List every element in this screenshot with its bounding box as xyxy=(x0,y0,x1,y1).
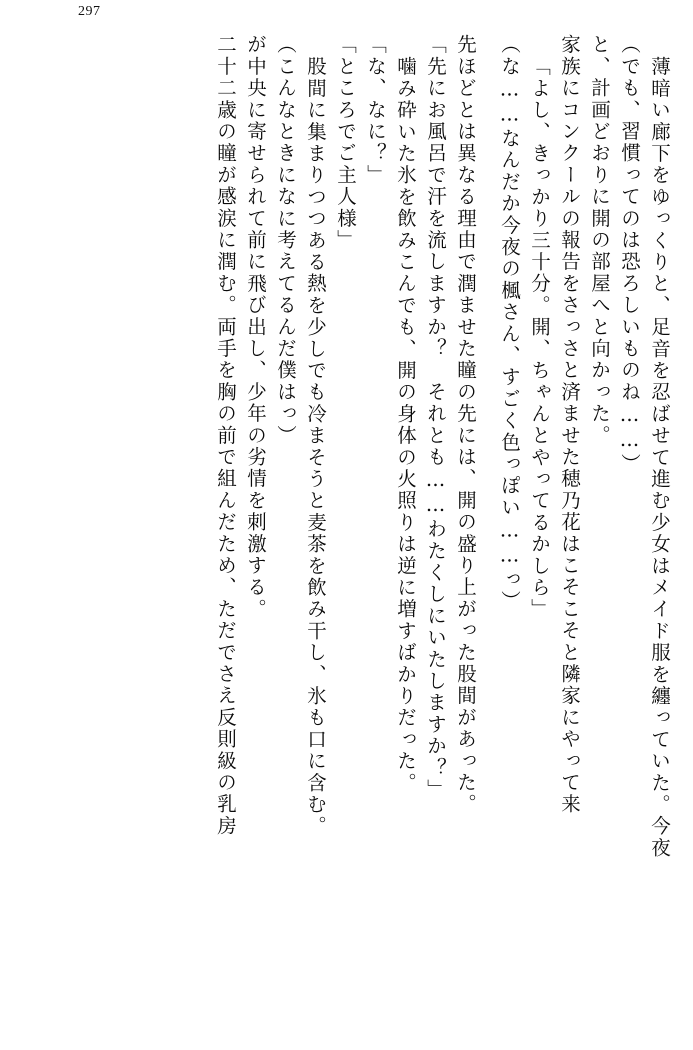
text-line: が中央に寄せられて前に飛び出し、少年の劣情を刺激する。 xyxy=(244,34,267,620)
text-line: 「先にお風呂で汗を流しますか？ それとも……わたくしにいたしますか？」 xyxy=(424,34,447,801)
text-line: と、計画どおりに開の部屋へと向かった。 xyxy=(588,34,611,447)
text-line: 股間に集まりつつある熱を少しでも冷まそうと麦茶を飲み干し、氷も口に含む。 xyxy=(304,56,327,838)
page-number: 297 xyxy=(78,4,101,19)
text-line: （でも、習慣ってのは恐ろしいものね……） xyxy=(618,34,641,475)
text-line: 家族にコンクールの報告をさっさと済ませた穂乃花はこそこそと隣家にやって来 xyxy=(558,34,581,816)
text-line: 二十二歳の瞳が感涙に潤む。両手を胸の前で組んだため、ただでさえ反則級の乳房 xyxy=(214,34,237,837)
text-line: 「ところでご主人様」 xyxy=(334,34,357,251)
text-line: 薄暗い廊下をゆっくりと、足音を忍ばせて進む少女はメイド服を纏っていた。今夜 xyxy=(648,56,671,859)
text-line: 噛み砕いた氷を飲みこんでも、開の身体の火照りは逆に増すばかりだった。 xyxy=(394,56,417,794)
text-line: 先ほどとは異なる理由で潤ませた瞳の先には、開の盛り上がった股間があった。 xyxy=(454,34,477,816)
text-line: （こんなときになに考えてるんだ僕はっ） xyxy=(274,34,297,447)
vertical-text-body xyxy=(205,34,669,1024)
text-line: 「な、なに？」 xyxy=(364,34,387,186)
text-line: （な……なんだか今夜の楓さん、すごく色っぽい……っ） xyxy=(498,34,521,613)
text-line: 「よし、きっかり三十分。開、ちゃんとやってるかしら」 xyxy=(528,56,551,621)
